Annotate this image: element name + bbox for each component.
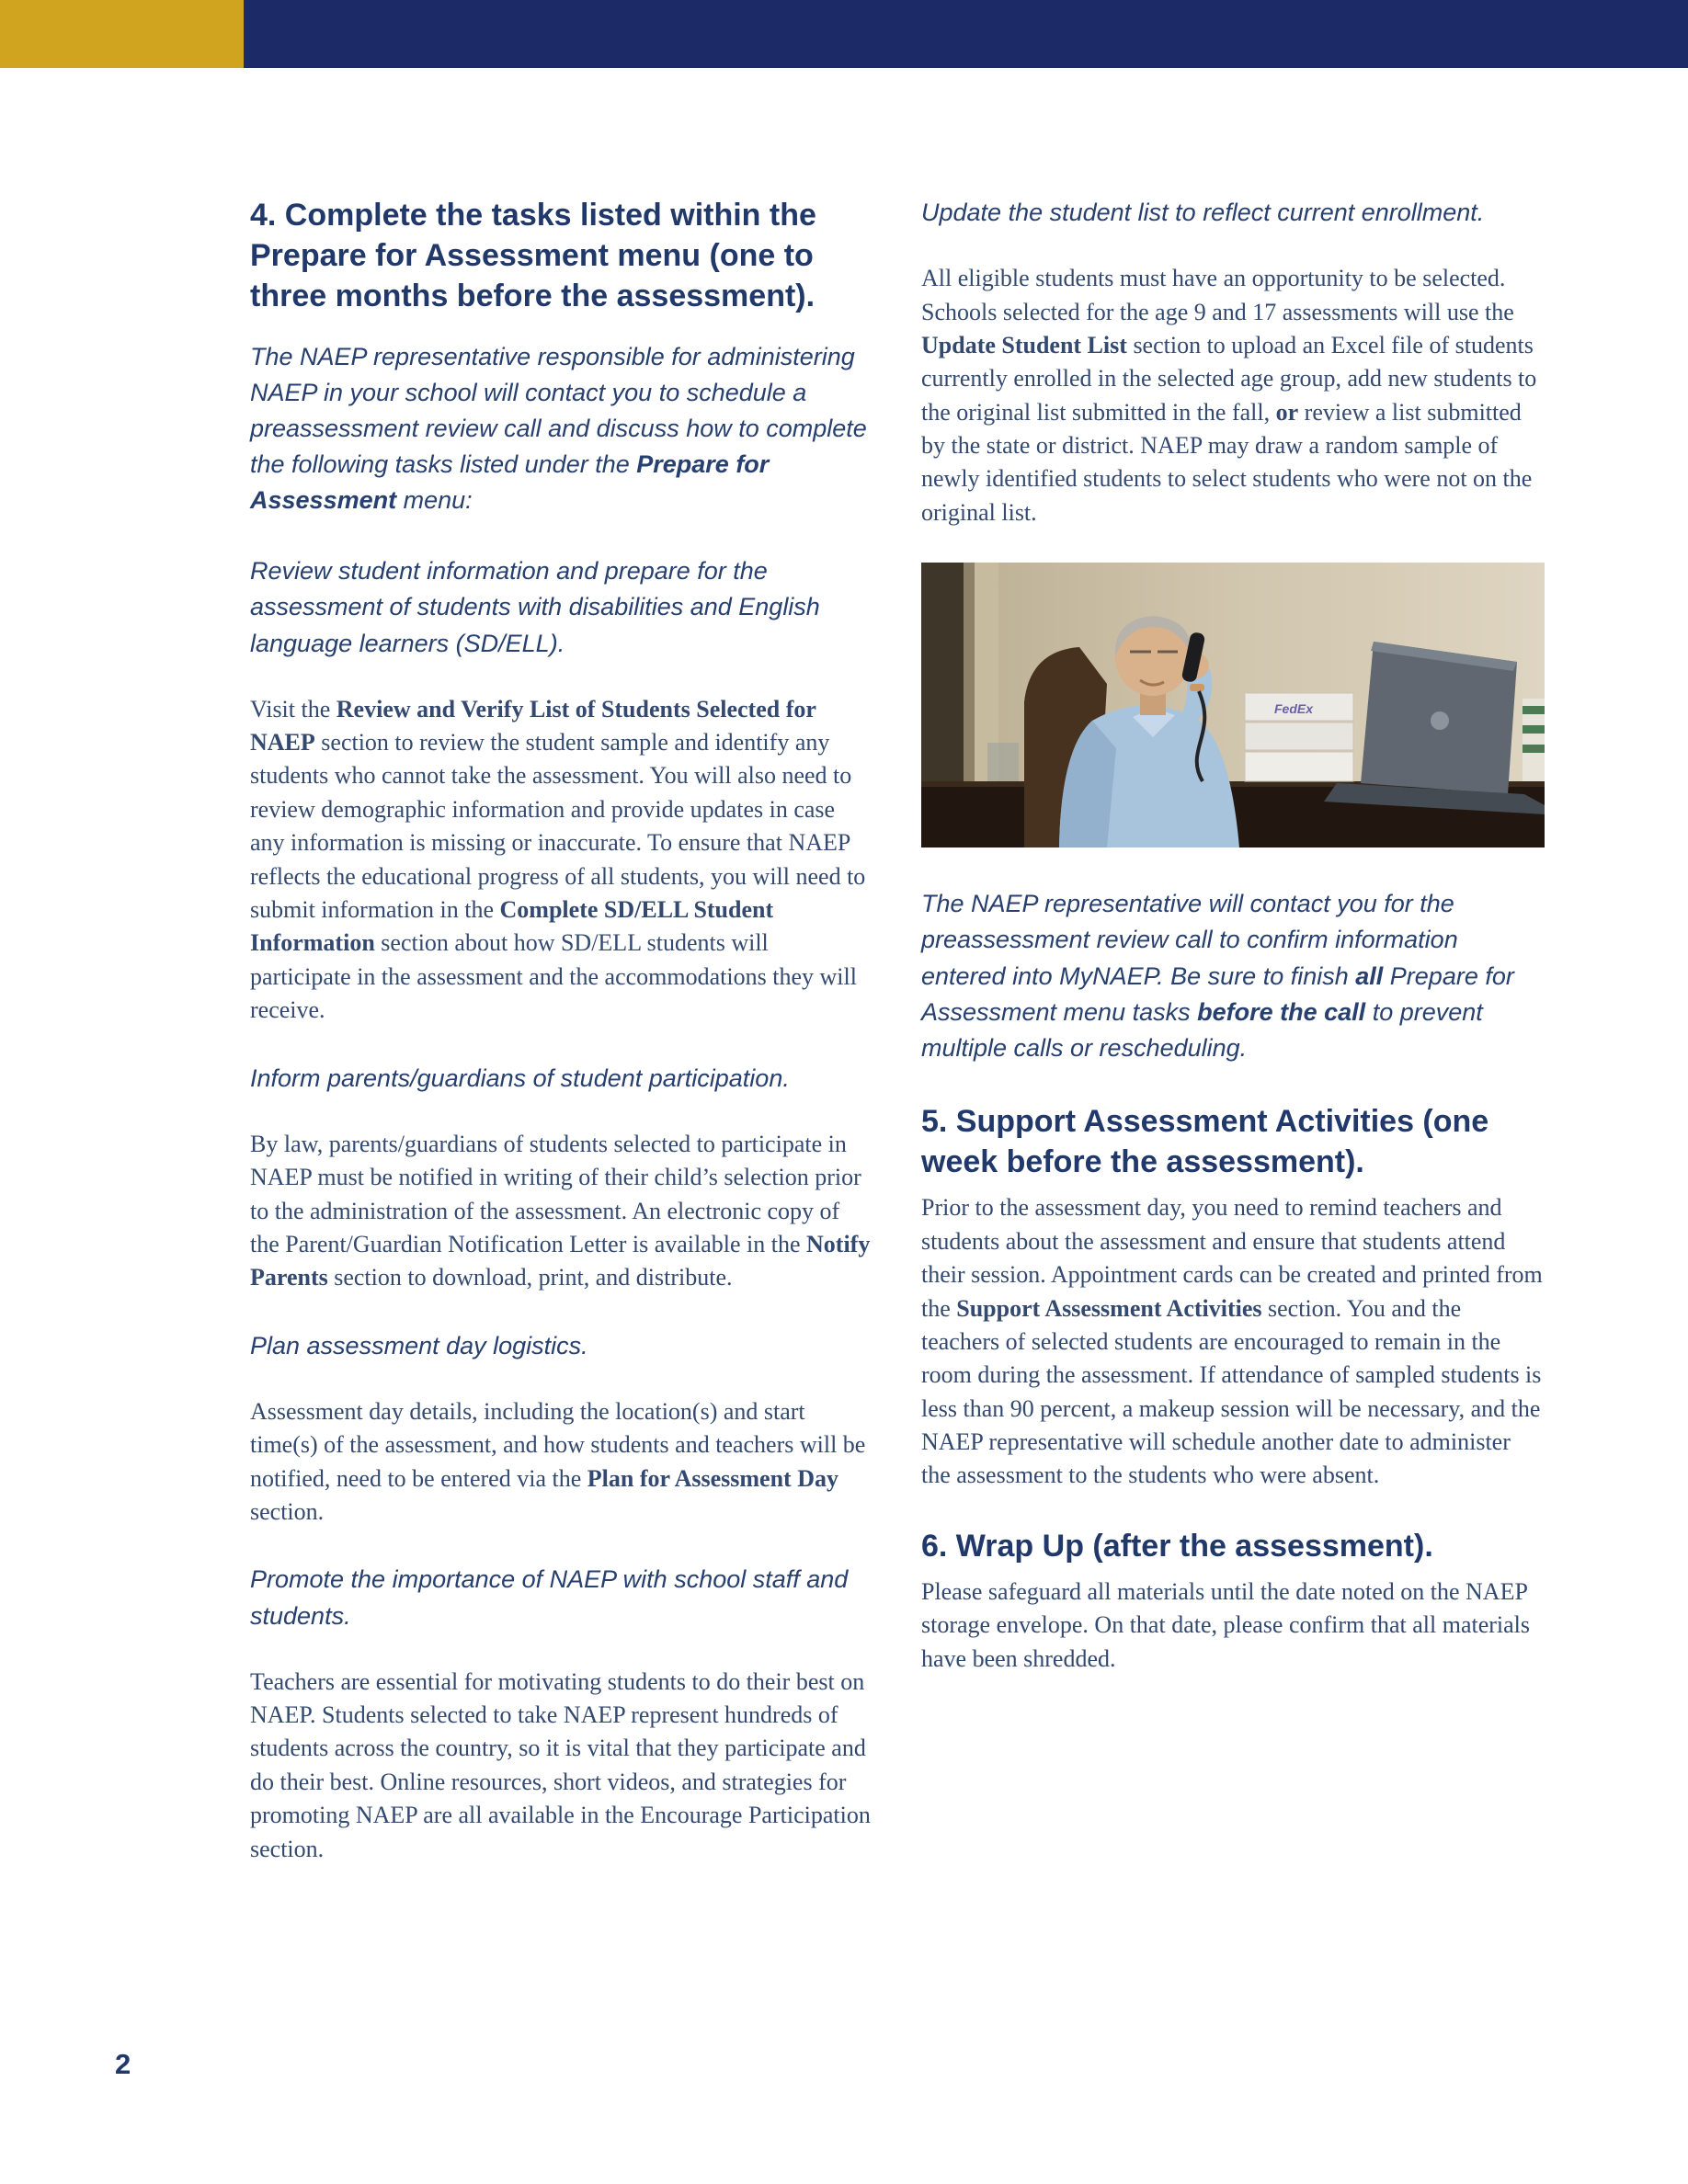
navy-header-bar xyxy=(244,0,1688,68)
page-header-bar xyxy=(0,0,1688,68)
section-5-heading: 5. Support Assessment Activities (one week before the assessment). xyxy=(921,1103,1489,1180)
paragraph-assessment-day: Assessment day details, including the location(s) and start time(s) of the assessment, and how students and teachers will be notified, need to be entered via the Plan for Assessment Day section. xyxy=(250,1397,866,1525)
subhead-plan-logistics: Plan assessment day logistics. xyxy=(250,1331,588,1359)
photo-box-label: FedEx xyxy=(1274,701,1314,717)
photo-naep-representative xyxy=(921,563,1545,847)
paragraph-support-activities: Prior to the assessment day, you need to remind teachers and students about the assessment and ensure that students attend their session. Appointment cards can be created and printed from the Support Assessment Activities section. You and the teachers of selected students are encouraged to remain in the room during the assessment. If attendance of sampled students is less than 90 percent, a makeup session will be necessary, and the NAEP representative will schedule another date to administer the assessment to the students who were absent. xyxy=(921,1194,1543,1489)
paragraph-notify-parents: By law, parents/guardians of students selected to participate in NAEP must be notified in writing of their child’s selection prior to the administration of the assessment. An electronic copy of the Parent/Guardian Notification Letter is available in the Notify Parents section to download, print, and distribute. xyxy=(250,1130,871,1291)
paragraph-update-student-list: All eligible students must have an opportunity to be selected. Schools selected for the age 9 and 17 assessments will use the Update Student List section to upload an Excel file of students currently enrolled in the selected age group, add new students to the original list submitted in the fall, or review a list submitted by the state or district. NAEP may draw a random sample of newly identified students to select students who were not on the original list. xyxy=(921,265,1537,526)
paragraph-review-verify: Visit the Review and Verify List of Students Selected for NAEP section to review the student sample and identify any students who cannot take the assessment. You will also need to review demographic information and provide updates in case any information is missing or inaccurate. To ensure that NAEP reflects the educational progress of all students, you will need to submit information in the Complete SD/ELL Student Information section about how SD/ELL students will participate in the assessment and the accommodations they will receive. xyxy=(250,695,866,1024)
section-4-heading: 4. Complete the tasks listed within the Prepare for Assessment menu (one to three months before the assessment). xyxy=(250,198,816,314)
section-6-heading: 6. Wrap Up (after the assessment). xyxy=(921,1528,1433,1564)
subhead-update-student-list: Update the student list to reflect current enrollment. xyxy=(921,199,1485,226)
subhead-promote-naep: Promote the importance of NAEP with school staff and students. xyxy=(250,1565,849,1630)
photo-binders xyxy=(1523,699,1545,781)
section-4-intro: The NAEP representative responsible for administering NAEP in your school will contact you to schedule a preassessment review call and discuss how to complete the following tasks listed under the Prepare for Assessment menu: xyxy=(250,342,867,515)
photo-illustration xyxy=(921,563,1545,847)
paragraph-encourage-participation: Teachers are essential for motivating students to do their best on NAEP. Students selected to take NAEP represent hundreds of students across the country, so it is vital that they participate and do their best. Online resources, short videos, and strategies for promoting NAEP are all available in the Encourage Participation section. xyxy=(250,1667,871,1862)
subhead-inform-parents: Inform parents/guardians of student participation. xyxy=(250,1064,790,1092)
subhead-review-student-info: Review student information and prepare for the assessment of students with disabilities and English language learners (SD/ELL). xyxy=(250,557,820,657)
gold-accent-block xyxy=(0,0,244,68)
paragraph-wrap-up: Please safeguard all materials until the date noted on the NAEP storage envelope. On that date, please confirm that all materials have been shredded. xyxy=(921,1578,1531,1672)
left-column xyxy=(250,195,873,1899)
photo-supply-boxes xyxy=(1245,693,1353,781)
right-column xyxy=(921,195,1545,1709)
photo-caption: The NAEP representative will contact you for the preassessment review call to confirm information entered into MyNAEP. Be sure to finish all Prepare for Assessment menu tasks before the call to prevent multiple calls or rescheduling. xyxy=(921,890,1514,1062)
page-number: 2 xyxy=(115,2048,131,2080)
